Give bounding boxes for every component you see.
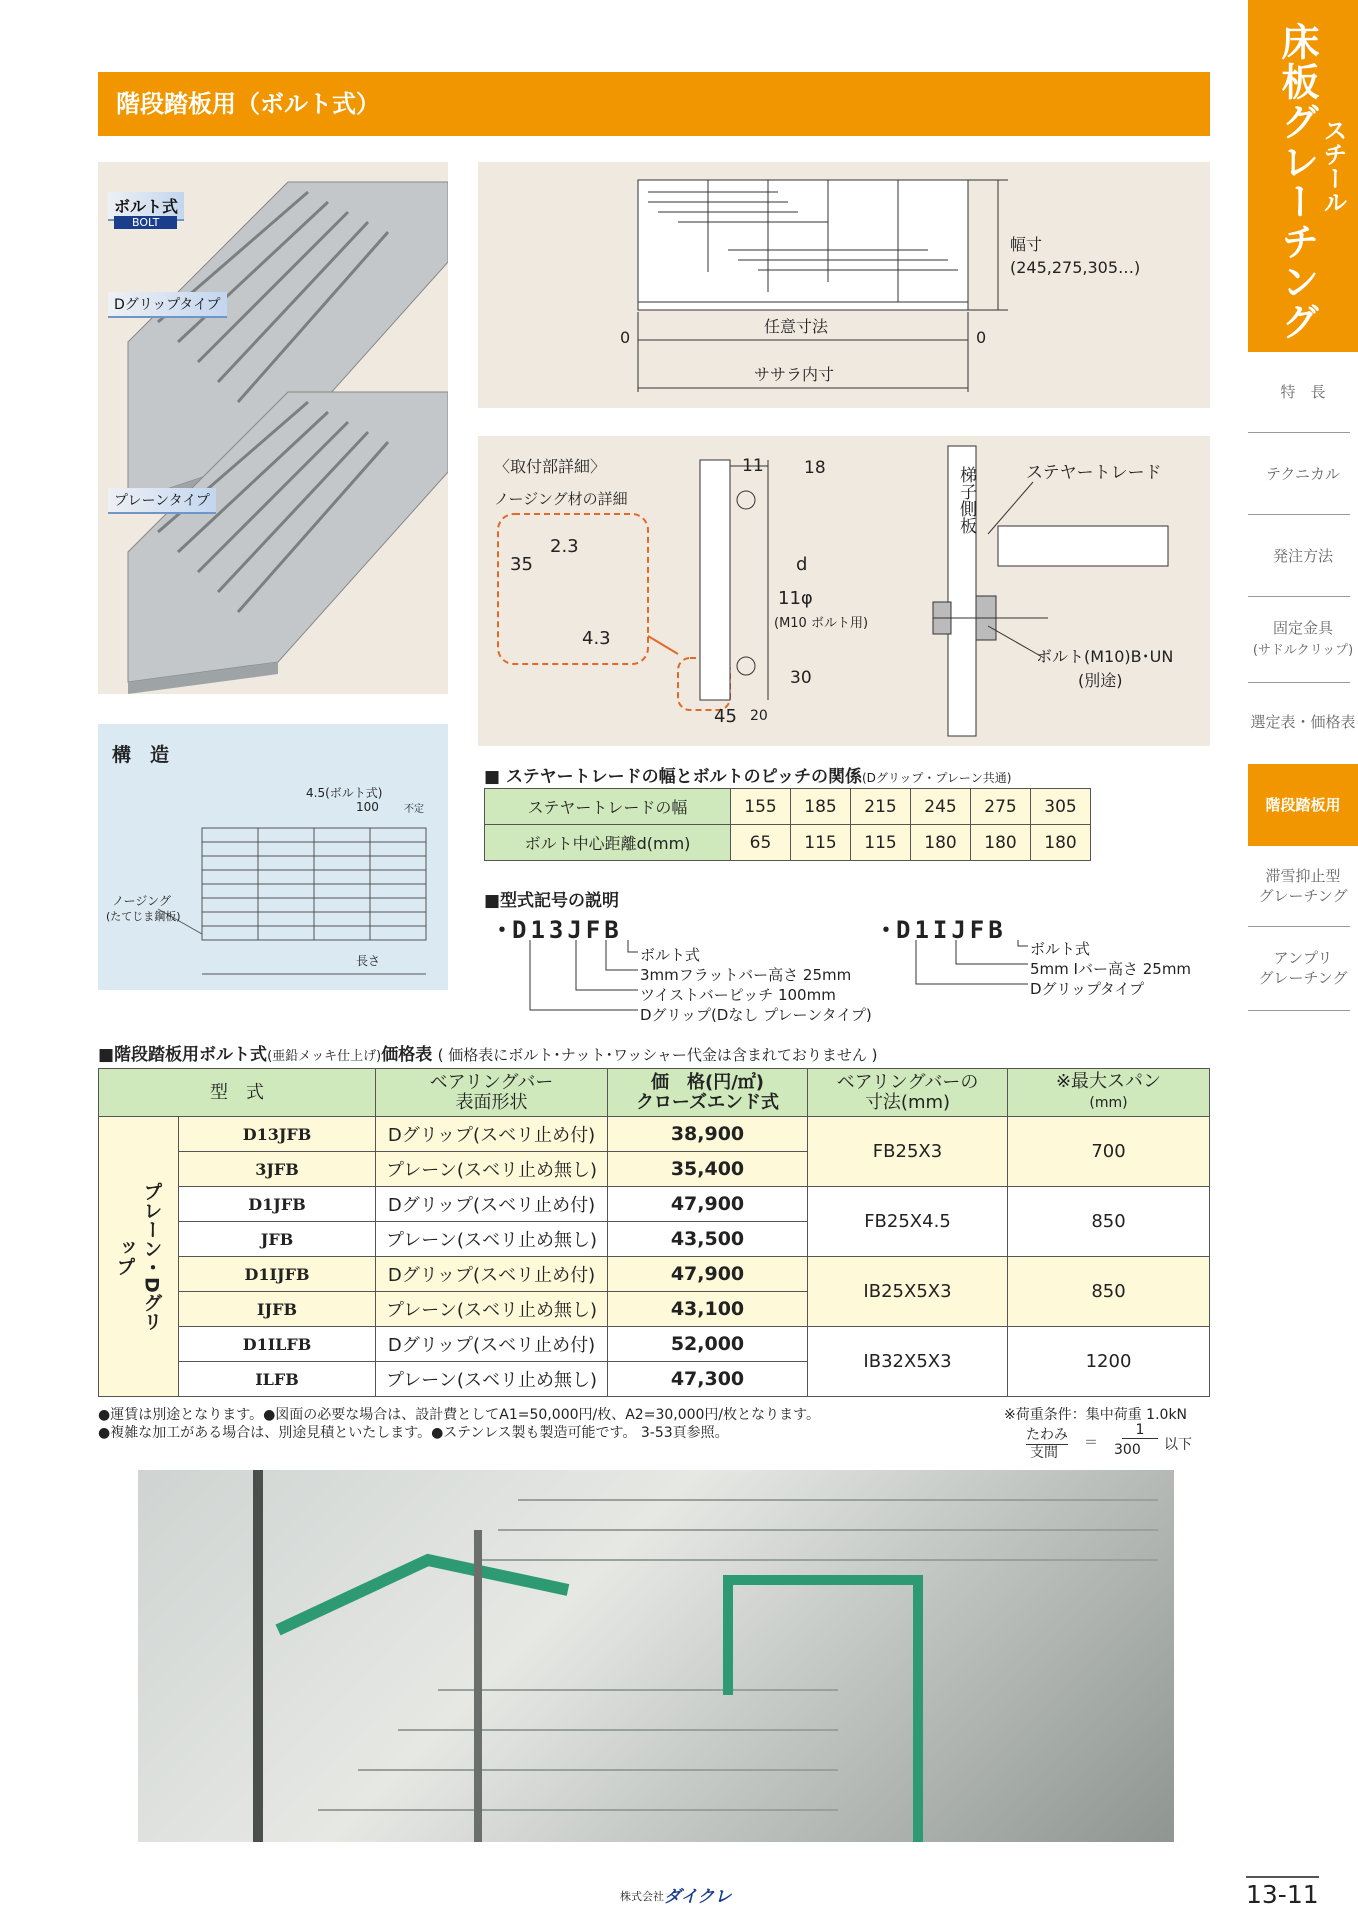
table-row: D1JFB Dグリップ(スベリ止め付) 47,900 FB25X4.5 850	[99, 1187, 1210, 1222]
stair-tread-label: ステヤートレード	[1026, 463, 1162, 483]
plan-diagram	[478, 162, 1210, 408]
dgrip-tag: Dグリップタイプ	[108, 292, 227, 318]
model-code-2: ･D1IJFB	[880, 916, 1007, 944]
dim-20: 20	[750, 708, 768, 724]
zero-left: 0	[620, 328, 631, 347]
nav-snow-1[interactable]: 滞雪抑止型	[1265, 867, 1341, 885]
zero-right: 0	[976, 328, 987, 347]
company-logo: ダイクレ	[664, 1887, 732, 1907]
staircase-photo	[138, 1470, 1174, 1842]
model2-note-2: 5mm Iバー高さ 25mm	[1030, 960, 1192, 978]
dim-30: 30	[790, 668, 812, 688]
side-title-block	[1248, 0, 1358, 352]
page-title: 階段踏板用（ボルト式）	[98, 72, 1210, 136]
dim-35: 35	[510, 554, 533, 575]
side-title-sub: スチール	[1319, 118, 1347, 214]
product-photo	[98, 162, 448, 694]
pitch-label: 100	[356, 800, 379, 814]
dim-4-3: 4.3	[582, 628, 611, 649]
structure-panel	[98, 724, 448, 990]
nav-stair-tread[interactable]: 階段踏板用	[1248, 764, 1358, 846]
ika-label: 以下	[1164, 1437, 1192, 1453]
sasara-label: ササラ内寸	[754, 365, 835, 384]
model-title: ■型式記号の説明	[484, 891, 620, 911]
frac-den: 300	[1114, 1442, 1141, 1458]
model2-note-3: Dグリップタイプ	[1030, 980, 1145, 998]
model-code-1: ･D13JFB	[496, 916, 623, 944]
detail-diagram	[478, 436, 1210, 746]
separate-label: (別途)	[1078, 671, 1123, 690]
load-note: ※荷重条件：集中荷重 1.0kN	[1004, 1407, 1188, 1423]
length-label: 長さ	[356, 954, 381, 968]
m10-note: (M10 ボルト用)	[774, 616, 869, 631]
nav-ampli-2: グレーチング	[1258, 969, 1348, 987]
relation-title: ■ ステヤートレードの幅とボルトのピッチの関係(Dグリップ・プレーン共通)	[484, 767, 1012, 787]
bolt-label: ボルト(M10)B･UN	[1036, 647, 1174, 666]
price-title: ■階段踏板用ボルト式(亜鉛メッキ仕上げ)価格表 ( 価格表にボルト･ナット･ワッシャー代金は含まれておりません )	[98, 1045, 878, 1065]
width-label: 幅寸	[1010, 235, 1043, 254]
model1-note-1: ボルト式	[640, 946, 701, 964]
nav-snow-2: グレーチング	[1258, 887, 1348, 905]
detail-title: 〈取付部詳細〉	[494, 457, 607, 476]
bolt-note: 4.5(ボルト式)	[306, 786, 383, 800]
table-row: ステヤートレードの幅 155 185 215 245 275 305	[485, 789, 1091, 825]
nav-fixtures-sub: (サドルクリップ)	[1252, 643, 1354, 658]
arbitrary-label: 任意寸法	[764, 317, 829, 336]
category-label: プレーン・Dグリップ	[113, 1182, 163, 1331]
nav-ordering[interactable]: 発注方法	[1272, 547, 1333, 565]
eq-sign: ＝	[1084, 1435, 1098, 1451]
table-row: プレーン・Dグリップ D13JFB Dグリップ(スベリ止め付) 38,900 FB25X3 700	[99, 1117, 1210, 1152]
dim-2-3: 2.3	[550, 536, 579, 557]
structure-title: 構 造	[112, 744, 170, 766]
price-table	[98, 1068, 1210, 1397]
bolt-tag: ボルト式	[108, 192, 184, 221]
table-row: D1IJFB Dグリップ(スベリ止め付) 47,900 IB25X5X3 850	[99, 1257, 1210, 1292]
table-row: 3JFB プレーン(スベリ止め無し) 35,400	[99, 1152, 1210, 1187]
nav-selection[interactable]: 選定表・価格表	[1250, 713, 1356, 731]
nav-technical[interactable]: テクニカル	[1265, 465, 1341, 483]
shikan-label: 支間	[1030, 1445, 1058, 1461]
model2-note-1: ボルト式	[1030, 940, 1091, 958]
dim-18: 18	[804, 458, 826, 478]
dim-phi: 11φ	[778, 588, 813, 609]
side-title-main: 床板グレーチング	[1275, 22, 1319, 342]
plain-tag: プレーンタイプ	[108, 488, 216, 514]
dim-d: d	[796, 554, 808, 575]
table-row: D1ILFB Dグリップ(スベリ止め付) 52,000 IB32X5X3 1200	[99, 1327, 1210, 1362]
nav-features[interactable]: 特 長	[1280, 383, 1326, 401]
note-1: ●運賃は別途となります。●図面の必要な場合は、設計費としてA1=50,000円/枚、A2=30,000円/枚となります。	[98, 1407, 821, 1423]
bolt-en-tag: BOLT	[114, 216, 177, 229]
nosing-detail: ノージング材の詳細	[494, 490, 628, 508]
dim-11: 11	[742, 456, 764, 476]
side-nav	[1248, 0, 1358, 1920]
fixed-label: 不定	[404, 804, 424, 815]
nosing-label: ノージング	[112, 894, 171, 908]
company-small: 株式会社	[620, 1890, 664, 1903]
nav-fixtures[interactable]: 固定金具	[1272, 619, 1333, 637]
dim-45: 45	[714, 706, 737, 727]
table-row: IJFB プレーン(スベリ止め無し) 43,100	[99, 1292, 1210, 1327]
tawami-label: たわみ	[1026, 1424, 1068, 1445]
frac-num: 1	[1122, 1422, 1158, 1439]
grating-illustration	[98, 162, 448, 694]
ladder-side-label: 梯子側板	[956, 466, 976, 534]
table-header-row: 型 式 ベアリングバー 表面形状 価 格(円/㎡) クローズエンド式 ベアリングバーの 寸法(mm) ※最大スパン (mm)	[99, 1069, 1210, 1117]
table-row: JFB プレーン(スベリ止め無し) 43,500	[99, 1222, 1210, 1257]
table-row: ボルト中心距離d(mm) 65 115 115 180 180 180	[485, 825, 1091, 861]
table-row: ILFB プレーン(スベリ止め無し) 47,300	[99, 1362, 1210, 1397]
note-2: ●複雑な加工がある場合は、別途見積といたします。●ステンレス製も製造可能です。 3-53頁参照。	[98, 1425, 729, 1441]
model1-note-2: 3mmフラットバー高さ 25mm	[640, 966, 852, 984]
nav-ampli-1[interactable]: アンプリ	[1273, 949, 1333, 967]
page-number: 13-11	[1246, 1876, 1319, 1909]
relation-table	[484, 788, 1091, 861]
model1-note-4: Dグリップ(Dなし プレーンタイプ)	[640, 1006, 872, 1024]
nosing-sub: (たてじま鋼板)	[106, 910, 181, 923]
model1-note-3: ツイストバーピッチ 100mm	[640, 986, 836, 1004]
width-values: (245,275,305…)	[1010, 258, 1141, 277]
